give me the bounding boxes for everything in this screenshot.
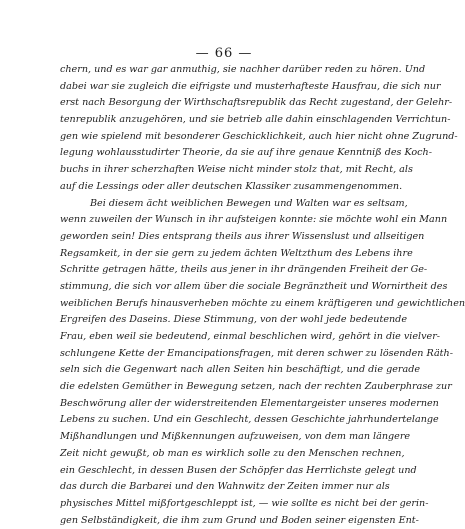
text-line: stimmung, die sich vor allem über die sociale Begränztheit und Wornirtheit des (60, 280, 448, 292)
text-line: Ergreifen des Daseins. Diese Stimmung, von der wohl jede bedeutende (60, 314, 408, 326)
text-line: Lebens zu suchen. Und ein Geschlecht, dessen Geschichte jahrhundertelange (60, 414, 439, 426)
text-line: gen Selbständigkeit, die ihm zum Grund und Boden seiner eigensten Ent- (60, 514, 419, 526)
text-line: buchs in ihrer scherzhaften Weise nicht minder stolz that, mit Recht, als (60, 164, 413, 176)
text-line: gen wie spielend mit besonderer Geschicklichkeit, auch hier nicht ohne Zugrund- (60, 130, 458, 142)
text-line: Schritte getragen hätte, theils aus jener in ihr drängenden Freiheit der Ge- (60, 264, 428, 276)
text-line: das durch die Barbarei und den Wahnwitz der Zeiten immer nur als (60, 481, 390, 493)
text-line: Beschwörung aller der widerstreitenden Elementargeister unseres modernen (60, 397, 439, 409)
text-line: Mißhandlungen und Mißkennungen aufzuweisen, von dem man längere (60, 431, 411, 443)
text-line: tenrepublik anzugehören, und sie betrieb alle dahin einschlagenden Verrichtun- (60, 114, 451, 126)
text-line: dabei war sie zugleich die eifrigste und musterhafteste Hausfrau, die sich nur (60, 80, 441, 92)
text-line: geworden sein! Dies entsprang theils aus ihrer Wissenslust und allseitigen (60, 230, 425, 242)
text-line: Regsamkeit, in der sie gern zu jedem ächten Weltzthum des Lebens ihre (60, 247, 413, 259)
text-line: Bei diesem ächt weiblichen Bewegen und Walten war es seltsam, (90, 197, 408, 209)
text-line: seln sich die Gegenwart nach allen Seiten hin beschäftigt, und die gerade (60, 364, 421, 376)
text-line: wenn zuweilen der Wunsch in ihr aufsteigen konnte: sie möchte wohl ein Mann (60, 214, 448, 226)
text-line: legung wohlausstudirter Theorie, da sie auf ihre genaue Kenntniß des Koch- (60, 147, 432, 159)
page-number: — 66 — (195, 46, 253, 61)
text-line: ein Geschlecht, in dessen Busen der Schöpfer das Herrlichste gelegt und (60, 464, 417, 476)
text-line: physisches Mittel mißfortgeschleppt ist, — wie sollte es nicht bei der gerin- (60, 497, 429, 509)
text-line: Frau, eben weil sie bedeutend, einmal beschlichen wird, gehört in die vielver- (60, 331, 441, 342)
text-line: Zeit nicht gewußt, ob man es wirklich solle zu den Menschen rechnen, (60, 447, 405, 459)
text-line: schlungene Kette der Emancipationsfragen, mit deren schwer zu lösenden Räth- (60, 347, 453, 359)
body-text (60, 62, 465, 529)
text-line: die edelsten Gemüther in Bewegung setzen, nach der rechten Zauberphrase zur (60, 381, 452, 393)
text-line: auf die Lessings oder aller deutschen Klassiker zusammengenommen. (60, 180, 403, 192)
text-line: weiblichen Berufs hinausverheben möchte zu einem kräftigeren und gewichtlichen (60, 297, 465, 309)
text-line: chern, und es war gar anmuthig, sie nachher darüber reden zu hören. Und (60, 64, 426, 75)
text-line: erst nach Besorgung der Wirthschaftsrepublik das Recht zugestand, der Gelehr- (60, 97, 453, 109)
